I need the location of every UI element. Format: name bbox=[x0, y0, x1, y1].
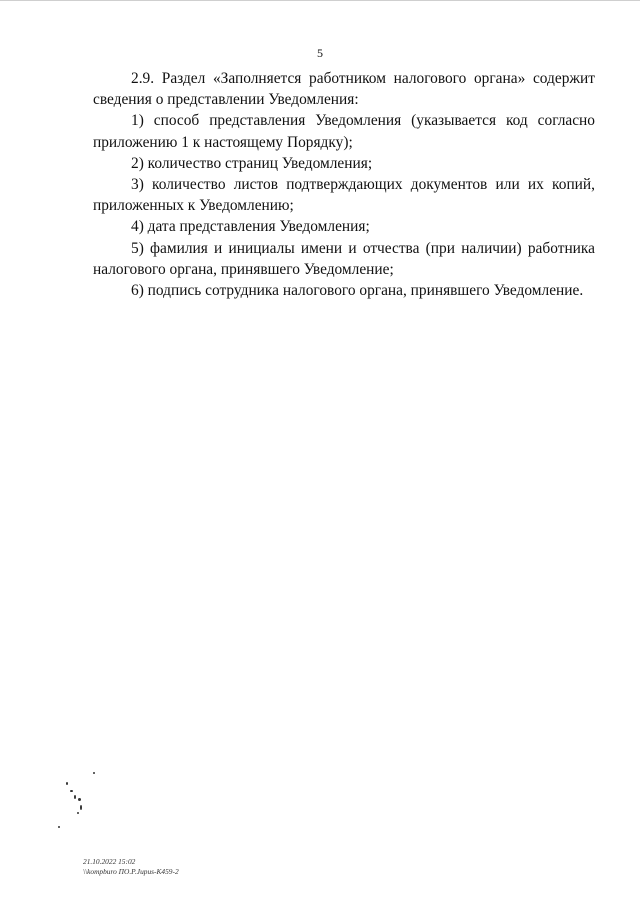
list-item-1: 1) способ представления Уведомления (указывается код согласно приложению 1 к настоящему Порядку); bbox=[93, 112, 595, 151]
document-footer bbox=[83, 857, 179, 876]
list-item-4: 4) дата представления Уведомления; bbox=[131, 218, 370, 236]
page-number: 5 bbox=[317, 46, 323, 60]
scan-edge-line bbox=[0, 0, 640, 1]
document-body bbox=[93, 68, 595, 301]
list-item-6: 6) подпись сотрудника налогового органа, принявшего Уведомление. bbox=[131, 282, 584, 300]
list-item-5: 5) фамилия и инициалы имени и отчества (при наличии) работника налогового органа, принявшего Уведомление; bbox=[93, 239, 595, 278]
footer-file-path: \\kompburo ПО.Р.Jupus-К459-2 bbox=[83, 866, 179, 876]
section-2-9-paragraph: 2.9. Раздел «Заполняется работником налогового органа» содержит сведения о представлении Уведомления: bbox=[93, 70, 595, 109]
list-item-2: 2) количество страниц Уведомления; bbox=[131, 154, 373, 172]
footer-timestamp: 21.10.2022 15:02 bbox=[83, 857, 136, 866]
list-item-3: 3) количество листов подтверждающих документов или их копий, приложенных к Уведомлению; bbox=[93, 176, 595, 215]
